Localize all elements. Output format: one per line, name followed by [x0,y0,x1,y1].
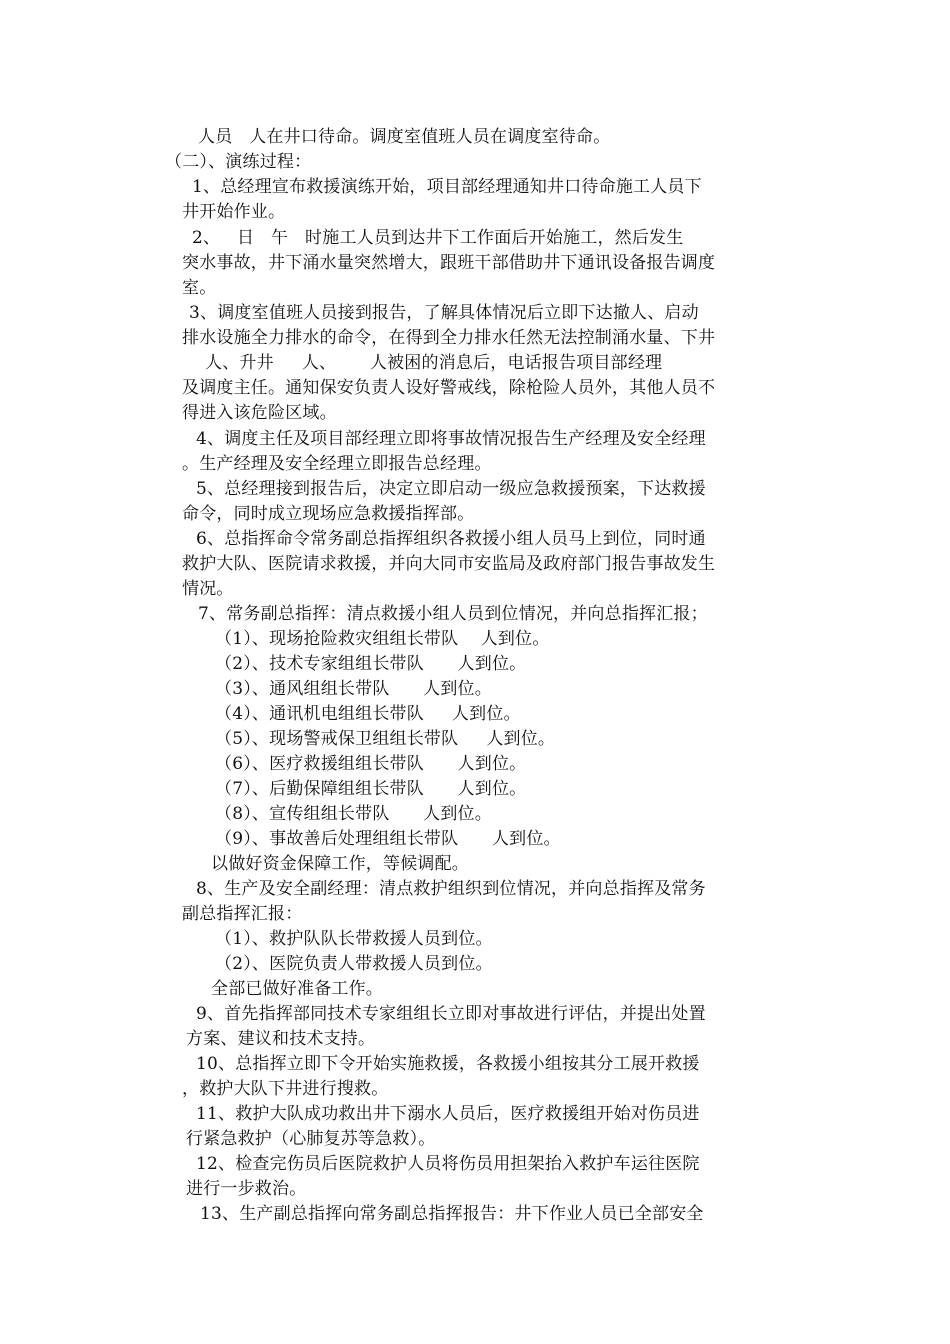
text-line: 井开始作业。 [182,202,286,222]
text-line: 3、调度室值班人员接到报告，了解具体情况后立即下达撤人、启动 [189,303,699,323]
text-line: 全部已做好准备工作。 [211,979,383,999]
text-line: 13、生产副总指挥向常务副总指挥报告：井下作业人员已全部安全 [200,1204,704,1224]
text-line: 10、总指挥立即下令开始实施救援，各救援小组按其分工展开救援 [196,1054,700,1074]
text-line: 以做好资金保障工作，等候调配。 [211,854,469,874]
text-line: 方案、建议和技术支持。 [186,1029,376,1049]
text-line: 5、总经理接到报告后，决定立即启动一级应急救援预案，下达救援 [196,479,706,499]
list-item: （2）、技术专家组组长带队 人到位。 [215,654,527,674]
list-item: （9）、事故善后处理组组长带队 人到位。 [215,829,561,849]
text-line: 7、常务副总指挥：清点救援小组人员到位情况，并向总指挥汇报； [198,604,708,624]
list-item: （4）、通讯机电组组长带队 人到位。 [215,704,521,724]
list-item: （2）、医院负责人带救援人员到位。 [215,954,493,974]
text-line: 及调度主任。通知保安负责人设好警戒线，除枪险人员外，其他人员不 [182,378,716,398]
list-item: （3）、通风组组长带队 人到位。 [215,679,492,699]
text-line: 室。 [182,278,217,298]
text-line: 副总指挥汇报： [182,904,303,924]
text-line: 1、总经理宣布救援演练开始，项目部经理通知井口待命施工人员下 [192,177,702,197]
text-line: 命令，同时成立现场应急救援指挥部。 [182,504,475,524]
text-line: 行紧急救护（心肺复苏等急救）。 [186,1129,436,1149]
text-line: 4、调度主任及项目部经理立即将事故情况报告生产经理及安全经理 [196,429,706,449]
text-line: 11、救护大队成功救出井下溺水人员后，医疗救援组开始对伤员进 [196,1104,700,1124]
text-line: 排水设施全力排水的命令，在得到全力排水任然无法控制涌水量、下井 [182,328,716,348]
text-line: 得进入该危险区域。 [182,403,337,423]
text-line: 12、检查完伤员后医院救护人员将伤员用担架抬入救护车运往医院 [196,1154,700,1174]
text-line: 8、生产及安全副经理：清点救护组织到位情况，并向总指挥及常务 [196,879,706,899]
text-line: 人、升井 人、 人被困的消息后，电话报告项目部经理 [205,353,663,373]
text-line: 人员 人在井口待命。调度室值班人员在调度室待命。 [198,127,611,147]
text-line: ，救护大队下井进行搜救。 [182,1079,389,1099]
section-heading: （二）、演练过程： [165,152,312,172]
text-line: 情况。 [182,579,234,599]
list-item: （1）、救护队队长带救援人员到位。 [215,929,493,949]
list-item: （7）、后勤保障组组长带队 人到位。 [215,779,527,799]
list-item: （1）、现场抢险救灾组组长带队 人到位。 [215,629,550,649]
text-line: 。生产经理及安全经理立即报告总经理。 [182,454,492,474]
text-line: 6、总指挥命令常务副总指挥组织各救援小组人员马上到位，同时通 [196,529,706,549]
text-line: 进行一步救治。 [186,1179,307,1199]
list-item: （5）、现场警戒保卫组组长带队 人到位。 [215,729,556,749]
text-line: 突水事故，井下涌水量突然增大，跟班干部借助井下通讯设备报告调度 [182,253,716,273]
list-item: （6）、医疗救援组组长带队 人到位。 [215,754,527,774]
text-line: 9、首先指挥部同技术专家组组长立即对事故进行评估，并提出处置 [196,1004,706,1024]
text-line: 救护大队、医院请求救援，并向大同市安监局及政府部门报告事故发生 [182,554,716,574]
list-item: （8）、宣传组组长带队 人到位。 [215,804,492,824]
text-line: 2、 日 午 时施工人员到达井下工作面后开始施工，然后发生 [192,228,684,248]
